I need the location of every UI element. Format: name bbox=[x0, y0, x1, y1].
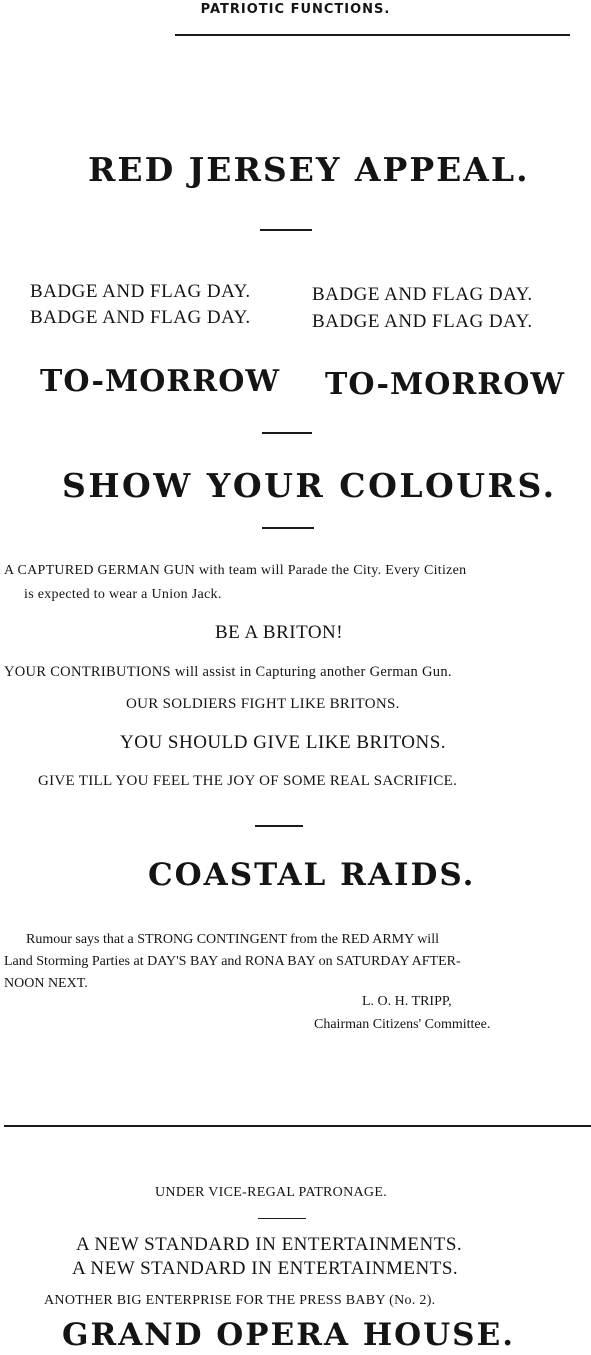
divider bbox=[260, 229, 312, 231]
tomorrow-right: TO-MORROW bbox=[325, 367, 566, 402]
give-line: YOU SHOULD GIVE LIKE BRITONS. bbox=[120, 732, 447, 753]
gun-line-1: A CAPTURED GERMAN GUN with team will Parade the City. Every Citizen bbox=[4, 563, 467, 578]
be-briton: BE A BRITON! bbox=[215, 622, 344, 643]
soldiers-line: OUR SOLDIERS FIGHT LIKE BRITONS. bbox=[126, 696, 400, 712]
badge-right-1: BADGE AND FLAG DAY. bbox=[312, 284, 533, 305]
opera-house-title: GRAND OPERA HOUSE. bbox=[62, 1317, 515, 1353]
badge-right-2: BADGE AND FLAG DAY. bbox=[312, 311, 533, 332]
standard-line-2: A NEW STANDARD IN ENTERTAINMENTS. bbox=[72, 1258, 459, 1279]
divider bbox=[258, 1218, 306, 1219]
tomorrow-left: TO-MORROW bbox=[40, 364, 281, 399]
section-rule bbox=[4, 1125, 591, 1127]
gun-line-2: is expected to wear a Union Jack. bbox=[24, 587, 222, 602]
signature-name: L. O. H. TRIPP, bbox=[362, 994, 452, 1009]
coastal-line-1: Rumour says that a STRONG CONTINGENT from the RED ARMY will bbox=[26, 932, 439, 947]
enterprise-line: ANOTHER BIG ENTERPRISE FOR THE PRESS BABY (No. 2). bbox=[44, 1293, 436, 1308]
divider bbox=[262, 432, 312, 434]
show-colours-heading: SHOW YOUR COLOURS. bbox=[62, 466, 557, 505]
header-rule bbox=[175, 34, 570, 36]
coastal-line-2: Land Storming Parties at DAY'S BAY and RONA BAY on SATURDAY AFTER- bbox=[4, 954, 461, 969]
signature-title: Chairman Citizens' Committee. bbox=[314, 1017, 491, 1032]
contributions-line: YOUR CONTRIBUTIONS will assist in Capturing another German Gun. bbox=[4, 664, 452, 680]
standard-line-1: A NEW STANDARD IN ENTERTAINMENTS. bbox=[76, 1234, 463, 1255]
patronage-line: UNDER VICE-REGAL PATRONAGE. bbox=[155, 1185, 387, 1200]
sacrifice-line: GIVE TILL YOU FEEL THE JOY OF SOME REAL SACRIFICE. bbox=[38, 773, 458, 789]
coastal-raids-title: COASTAL RAIDS. bbox=[148, 857, 476, 893]
badge-left-2: BADGE AND FLAG DAY. bbox=[30, 307, 251, 328]
divider bbox=[255, 825, 303, 827]
coastal-line-3: NOON NEXT. bbox=[4, 976, 88, 991]
section-header: PATRIOTIC FUNCTIONS. bbox=[200, 2, 391, 17]
badge-left-1: BADGE AND FLAG DAY. bbox=[30, 281, 251, 302]
red-jersey-title: RED JERSEY APPEAL. bbox=[88, 150, 530, 189]
divider bbox=[262, 527, 314, 529]
